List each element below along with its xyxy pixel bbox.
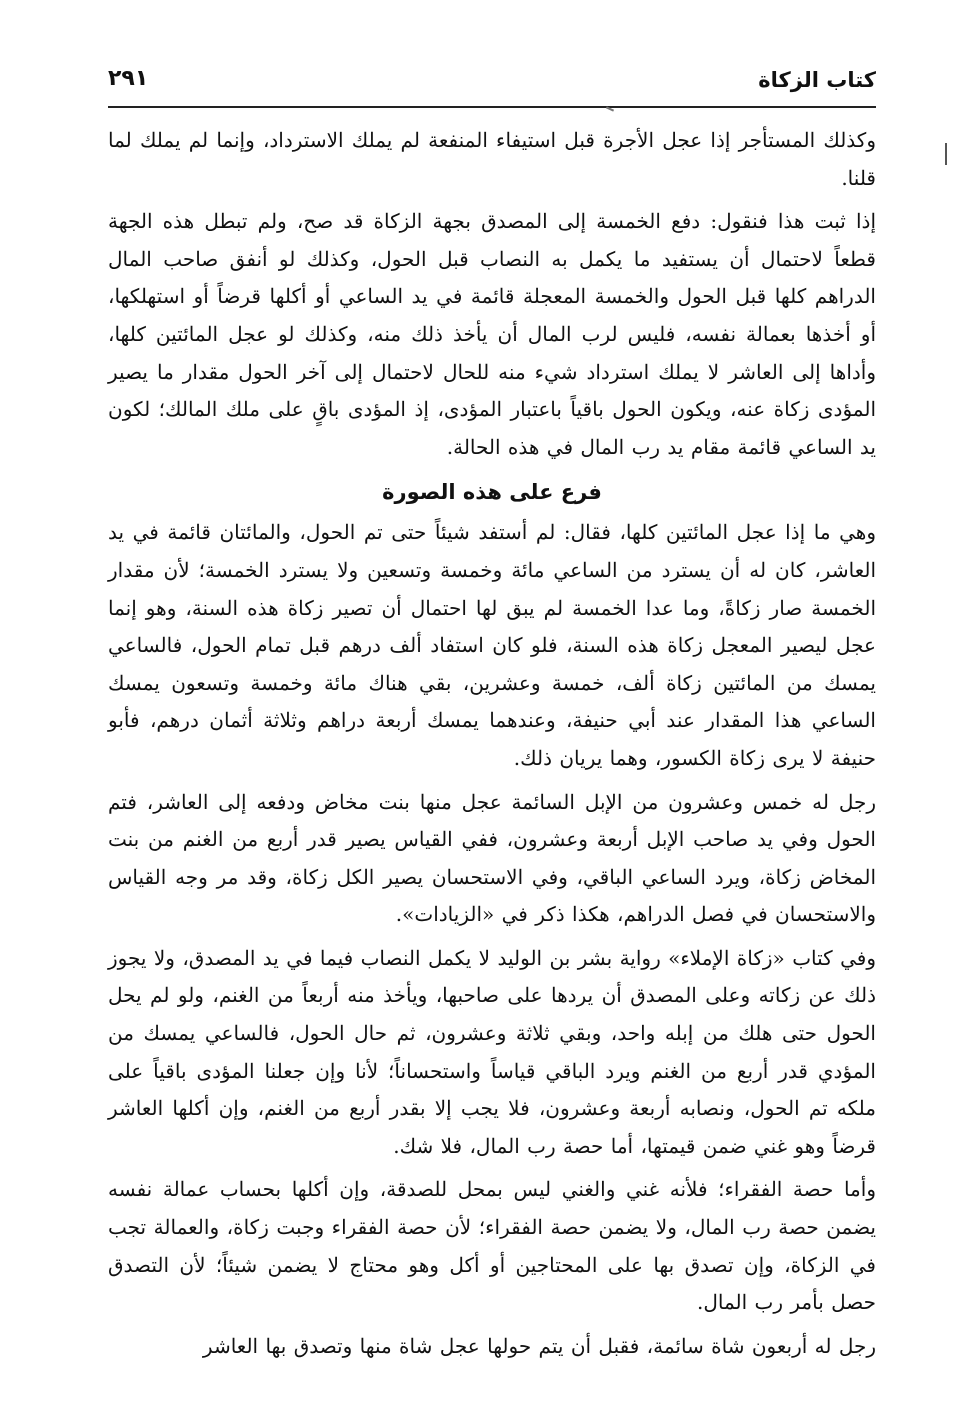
section-heading: فرع على هذه الصورة	[382, 480, 602, 505]
paragraph: وفي كتاب «زكاة الإملاء» رواية بشر بن الوليد لا يكمل النصاب فيما في يد المصدق، ولا يجوز ذلك عن زكاته وعلى المصدق أن يردها على صاحبها، ويأخذ منه أربعاً من الغنم، ولو لم يحل الحول حتى هلك من إبله واحد، وبقي ثلاثة وعشرون، ثم حال الحول، فالساعي يمسك من المؤدي قدر أربع من الغنم ويرد الباقي قياساً واستحساناً؛ لأنا وإن جعلنا المؤدى باقياً على ملكه تم الحول، ونصابه أربعة وعشرون، فلا يجب إلا بقدر أربع من الغنم، وإن أكلها العاشر قرضاً وهو غني ضمن قيمتها، أما حصة رب المال، فلا شك.	[108, 945, 876, 1158]
paragraph: وكذلك المستأجر إذا عجل الأجرة قبل استيفاء المنفعة لم يملك الاسترداد، وإنما لم يملك لما قلنا.	[108, 128, 876, 190]
paragraph: رجل له خمس وعشرون من الإبل السائمة عجل منها بنت مخاض ودفعه إلى العاشر، فتم الحول وفي يد صاحب الإبل أربعة وعشرون، ففي القياس يصير قدر أربع من الغنم من بنت المخاض زكاة، ويرد الساعي الباقي، وفي الاستحسان يصير الكل زكاة، وقد مر وجه القياس والاستحسان في فصل الدراهم، هكذا ذكر في «الزيادات».	[108, 789, 877, 927]
paragraph: رجل له أربعون شاة سائمة، فقبل أن يتم حولها عجل شاة منها وتصدق بها العاشر	[202, 1333, 876, 1358]
page-number: ٢٩١	[108, 66, 149, 91]
margin-scan-line	[945, 143, 947, 165]
paragraph: وهي ما إذا عجل المائتين كلها، فقال: لم أستفد شيئاً حتى تم الحول، والمائتان قائمة في يد العاشر، كان له أن يسترد من الساعي مائة وخمسة وتسعين ولا يسترد الخمسة؛ لأن مقدار الخمسة صار زكاةً، وما عدا الخمسة لم يبق لها احتمال أن تصير زكاة هذه السنة، وهو إنما عجل ليصير المعجل زكاة هذه السنة، فلو كان استفاد ألف درهم قبل تمام الحول، فالساعي يمسك من المائتين زكاة ألف، خمسة وعشرين، بقي هناك مائة وخمسة وتسعون يمسك الساعي هذا المقدار عند أبي حنيفة، وعندهما يمسك أربعة دراهم وثلاثة أثمان درهم، فأبو حنيفة لا يرى زكاة الكسور، وهما يريان ذلك.	[108, 520, 876, 770]
paragraph: إذا ثبت هذا فنقول: دفع الخمسة إلى المصدق بجهة الزكاة قد صح، ولم تبطل هذه الجهة قطعاً لاحتمال أن يستفيد ما يكمل به النصاب قبل الحول، وكذلك لو أنفق صاحب المال الدراهم كلها قبل الحول والخمسة المعجلة قائمة في يد الساعي أو أكلها قرضاً أو استهلكها، أو أخذها بعمالة نفسه، فليس لرب المال أن يأخذ ذلك منه، وكذلك لو عجل المائتين كلها، وأداها إلى العاشر لا يملك استرداد شيء منه للحال لاحتمال إلى آخر الحول مقدار ما يصير المؤدى زكاة عنه، ويكون الحول باقياً باعتبار المؤدى، إذ المؤدى باقٍ على ملك المالك؛ لكون يد الساعي قائمة مقام يد رب المال في هذه الحالة.	[108, 209, 877, 459]
header-divider	[108, 106, 876, 108]
running-header	[108, 60, 876, 100]
chapter-title: كتاب الزكاة	[758, 68, 876, 92]
paragraph: وأما حصة الفقراء؛ فلأنه غني والغني ليس بمحل للصدقة، وإن أكلها بحساب عمالة نفسه يضمن حصة رب المال، ولا يضمن حصة الفقراء؛ لأن حصة الفقراء وجبت زكاة، والعمالة تجب في الزكاة، وإن تصدق بها على المحتاجين أو أكل وهو محتاج لا يضمن شيئاً؛ لأن التصدق حصل بأمر رب المال.	[108, 1177, 876, 1315]
page-body	[108, 122, 876, 1371]
